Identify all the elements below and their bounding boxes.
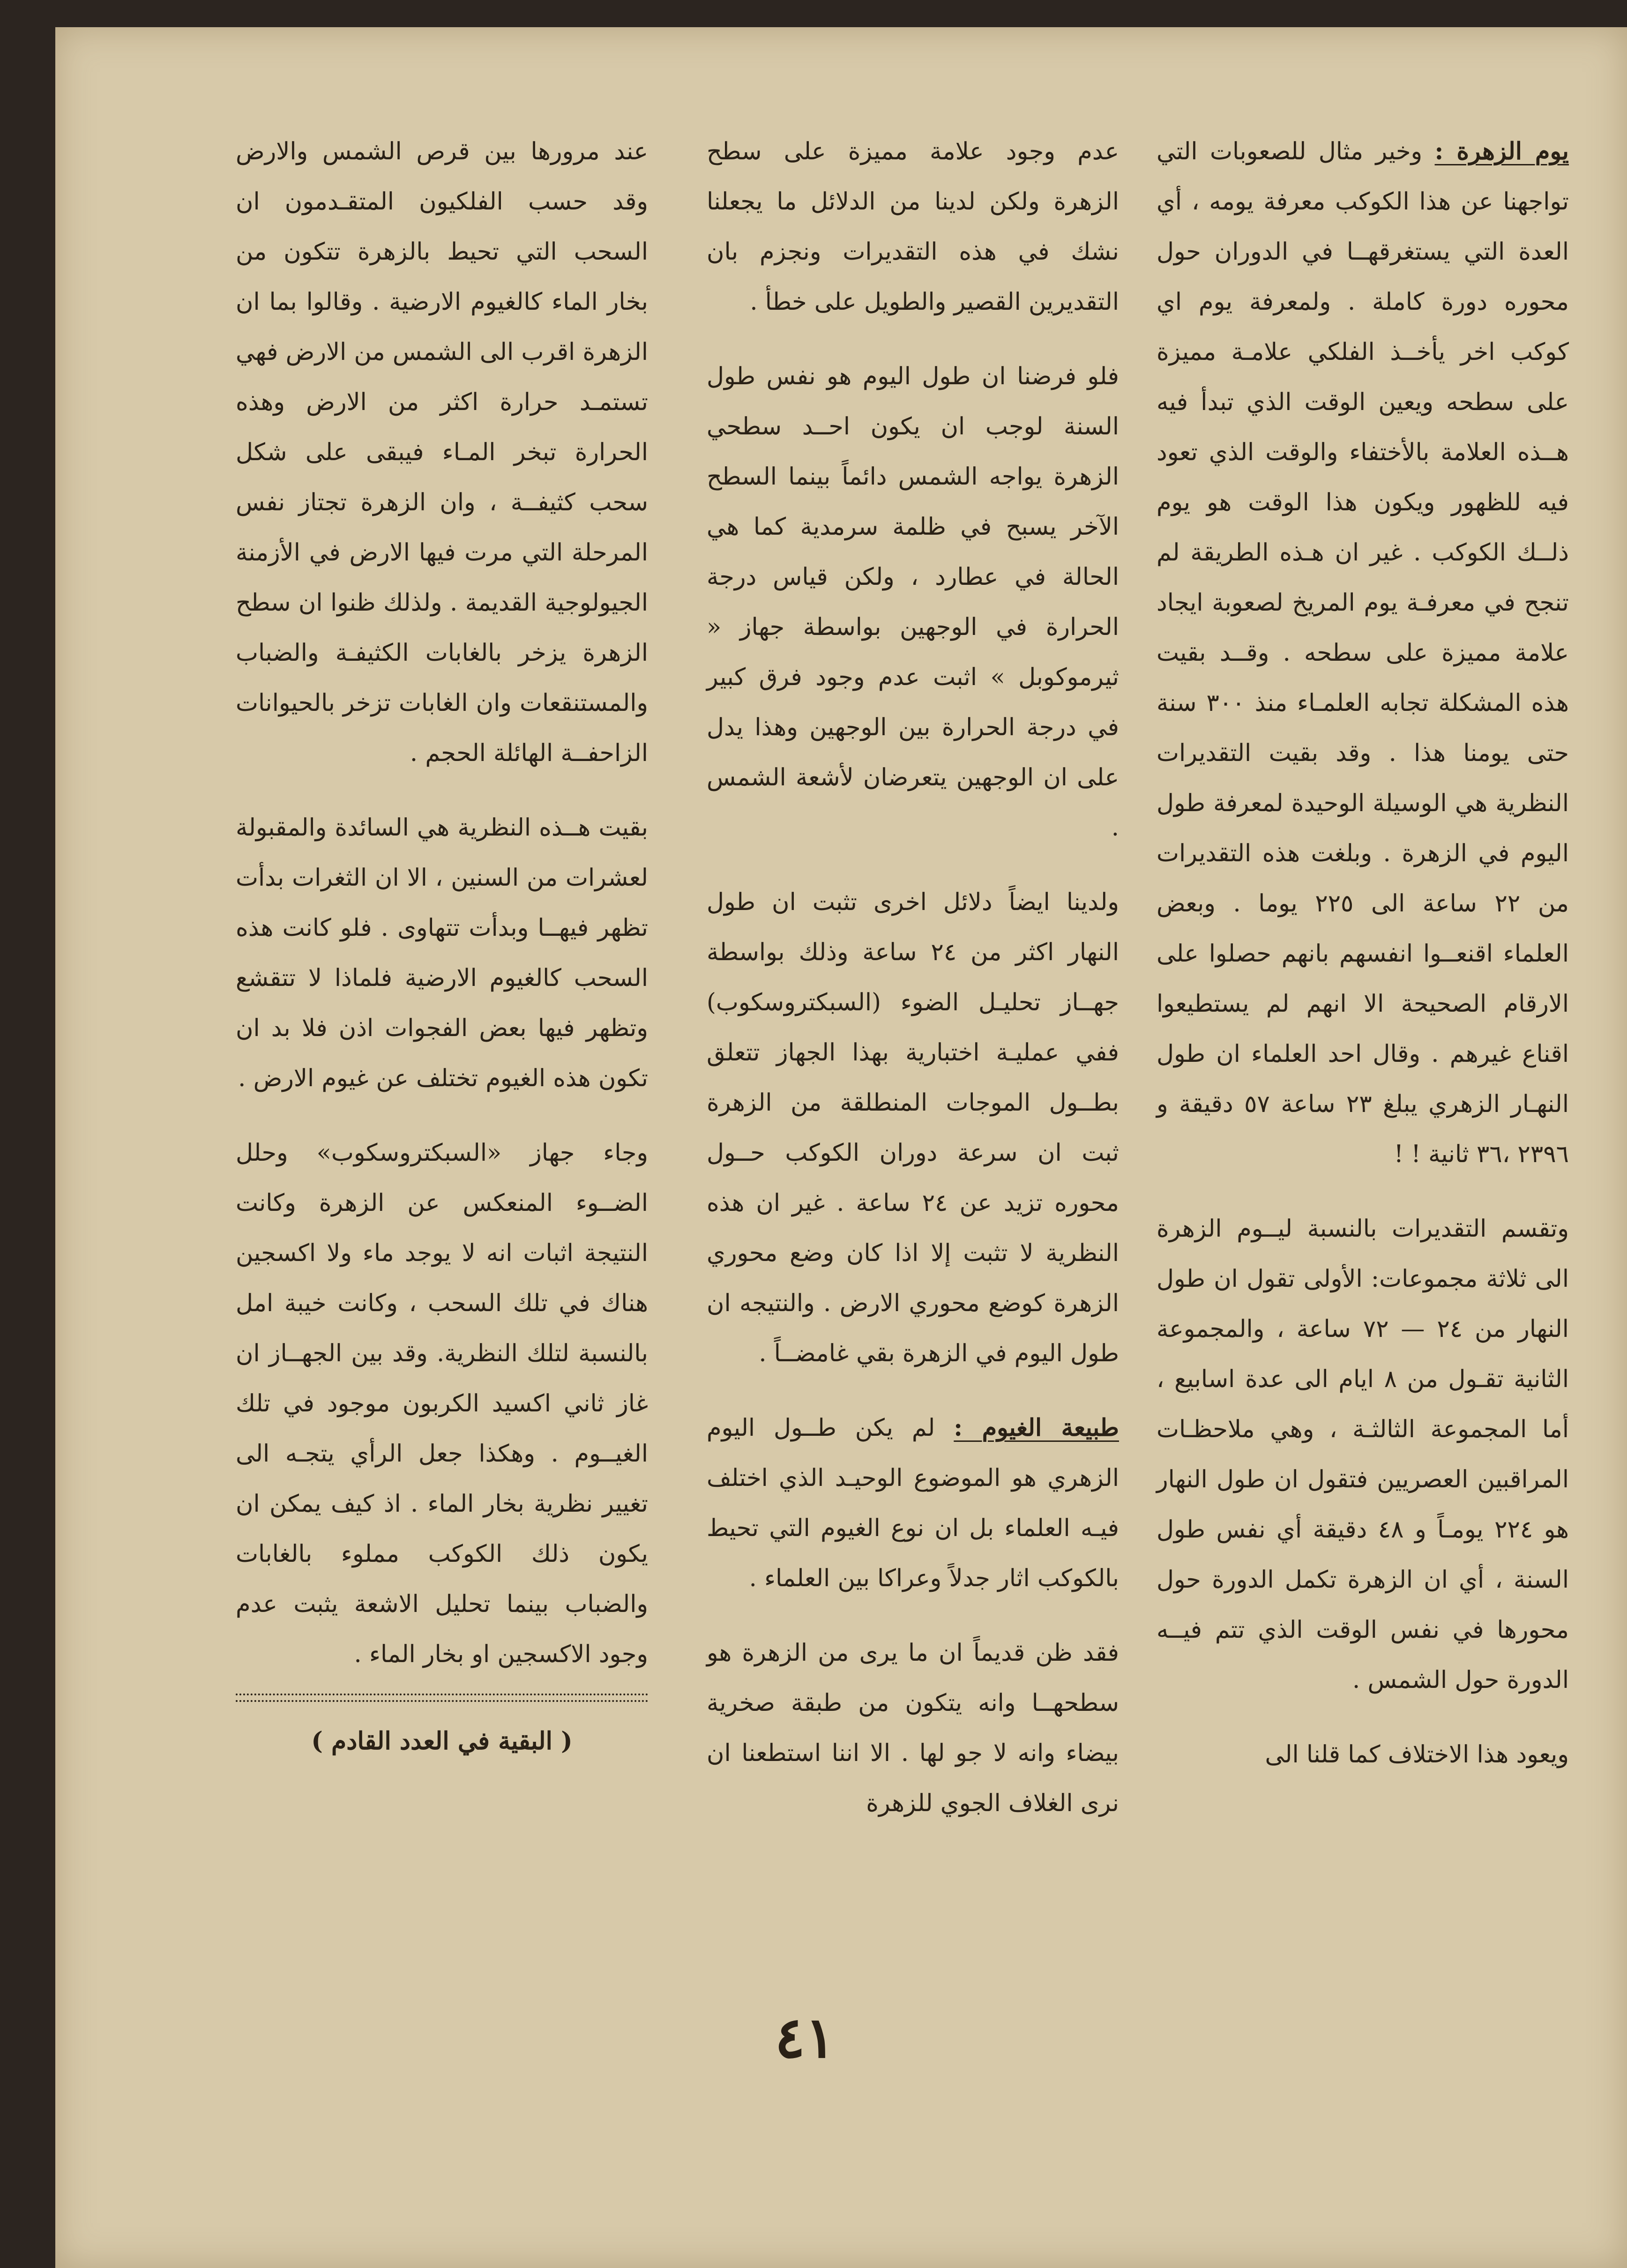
paragraph bbox=[707, 877, 1119, 1379]
page-number: ٤١ bbox=[775, 2005, 836, 2071]
paragraph-text: بقيت هــذه النظرية هي السائدة والمقبولة لعشرات من السنين ، الا ان الثغرات بدأت تظهر فيهــا وبدأت تتهاوى . فلو كانت هذه السحب كالغيوم الارضية فلماذا لا تتقشع وتظهر فيها بعض الفجوات اذن فلا بد ان تكون هذه الغيوم تختلف عن غيوم الارض . bbox=[236, 814, 648, 1092]
magazine-page bbox=[55, 27, 1627, 2268]
paragraph bbox=[1157, 1204, 1569, 1705]
paragraph-text: وخير مثال للصعوبات التي تواجهنا عن هذا الكوكب معرفة يومه ، أي العدة التي يستغرقهــا في الدوران حول محوره دورة كاملة . ولمعرفة يوم اي كوكب اخر يأخــذ الفلكي علامـة مميزة على سطحه ويعين الوقت الذي تبدأ فيه هــذه العلامة بالأختفاء والوقت الذي تعود فيه للظهور ويكون هذا الوقت هو يوم ذلــك الكوكب . غير ان هـذه الطريقة لم تنجح في معرفـة يوم المريخ لصعوبة ايجاد علامة مميزة على سطحه . وقــد بقيت هذه المشكلة تجابه العلمـاء منذ ٣٠٠ سنة حتى يومنا هذا . وقد بقيت التقديرات النظرية هي الوسيلة الوحيدة لمعرفة طول اليوم في الزهرة . وبلغت هذه التقديرات من ٢٢ ساعة الى ٢٢٥ يوما . وبعض العلماء اقنعــوا انفسهم بانهم حصلوا على الارقام الصحيحة الا انهم لم يستطيعوا اقناع غيرهم . وقال احد العلماء ان طول النهـار الزهري يبلغ ٢٣ ساعة ٥٧ دقيقة و ٢٣٩٦ ،٣٦ ثانية ! ! bbox=[1157, 138, 1569, 1168]
paragraph bbox=[707, 127, 1119, 327]
paragraph-text: ولدينا ايضاً دلائل اخرى تثبت ان طول النهار اكثر من ٢٤ ساعة وذلك بواسطة جهــاز تحليـل الضوء (السبكتروسكوب) ففي عمليـة اختبارية بهذا الجهاز تتعلق بطــول الموجات المنطلقة من الزهرة ثبت ان سرعة دوران الكوكب حــول محوره تزيد عن ٢٤ ساعة . غير ان هذه النظرية لا تثبت إلا اذا كان وضع محوري الزهرة كوضع محوري الارض . والنتيجه ان طول اليوم في الزهرة بقي غامضــاً . bbox=[707, 888, 1119, 1367]
paragraph bbox=[707, 351, 1119, 853]
column-left bbox=[236, 127, 648, 1766]
dotted-divider bbox=[236, 1694, 648, 1702]
paragraph bbox=[236, 1128, 648, 1679]
paragraph-text: وجاء جهاز «السبكتروسكوب» وحلل الضــوء المنعكس عن الزهرة وكانت النتيجة اثبات انه لا يوجد ماء ولا اكسجين هناك في تلك السحب ، وكانت خيبة امل بالنسبة لتلك النظرية. وقد بين الجهــاز ان غاز ثاني اكسيد الكربون موجود في تلك الغيــوم . وهكذا جعل الرأي يتجـه الى تغيير نظرية بخار الماء . اذ كيف يمكن ان يكون ذلك الكوكب مملوء بالغابات والضباب بينما تحليل الاشعة يثبت عدم وجود الاكسجين او بخار الماء . bbox=[236, 1139, 648, 1668]
paragraph bbox=[236, 127, 648, 778]
paragraph bbox=[236, 803, 648, 1104]
column-right bbox=[1157, 127, 1569, 1804]
paragraph-text: وتقسم التقديرات بالنسبة ليــوم الزهرة الى ثلاثة مجموعات: الأولى تقول ان طول النهار من ٢٤ — ٧٢ ساعة ، والمجموعة الثانية تقـول من ٨ ايام الى عدة اسابيع ، أما المجموعة الثالثـة ، وهي ملاحظـات المراقبين العصريين فتقول ان طول النهار هو ٢٢٤ يومـاً و ٤٨ دقيقة أي نفس طول السنة ، أي ان الزهرة تكمل الدورة حول محورها في نفس الوقت الذي تتم فيــه الدورة حول الشمس . bbox=[1157, 1215, 1569, 1694]
paragraph bbox=[1157, 127, 1569, 1179]
paragraph-text: لم يكن طــول اليوم الزهري هو الموضوع الوحيـد الذي اختلف فيـه العلماء بل ان نوع الغيوم التي تحيط بالكوكب اثار جدلاً وعراكا بين العلماء . bbox=[707, 1414, 1119, 1592]
paragraph bbox=[707, 1403, 1119, 1604]
paragraph-text: عدم وجود علامة مميزة على سطح الزهرة ولكن لدينا من الدلائل ما يجعلنا نشك في هذه التقديرات ونجزم بان التقديرين القصير والطويل على خطأ . bbox=[707, 138, 1119, 316]
section-heading-clouds: طبيعة الغيوم : bbox=[954, 1414, 1119, 1442]
paragraph-text: فلو فرضنا ان طول اليوم هو نفس طول السنة لوجب ان يكون احــد سطحي الزهرة يواجه الشمس دائماً بينما السطح الآخر يسبح في ظلمة سرمدية كما هي الحالة في عطارد ، ولكن قياس درجة الحرارة في الوجهين بواسطة جهاز « ثيرموكوبل » اثبت عدم وجود فرق كبير في درجة الحرارة بين الوجهين وهذا يدل على ان الوجهين يتعرضان لأشعة الشمس . bbox=[707, 363, 1119, 842]
paragraph-text: فقد ظن قديماً ان ما يرى من الزهرة هو سطحهــا وانه يتكون من طبقة صخرية بيضاء وانه لا جو لها . الا اننا استطعنا ان نرى الغلاف الجوي للزهرة bbox=[707, 1639, 1119, 1817]
paragraph bbox=[707, 1628, 1119, 1828]
paragraph-text: عند مرورها بين قرص الشمس والارض وقد حسب الفلكيون المتقـدمون ان السحب التي تحيط بالزهرة تتكون من بخار الماء كالغيوم الارضية . وقالوا بما ان الزهرة اقرب الى الشمس من الارض فهي تستمـد حرارة اكثر من الارض وهذه الحرارة تبخر المـاء فيبقى على شكل سحب كثيفــة ، وان الزهرة تجتاز نفس المرحلة التي مرت فيها الارض في الأزمنة الجيولوجية القديمة . ولذلك ظنوا ان سطح الزهرة يزخر بالغابات الكثيفـة والضباب والمستنقعات وان الغابات تزخر بالحيوانات الزاحفــة الهائلة الحجم . bbox=[236, 138, 648, 767]
paragraph bbox=[1157, 1730, 1569, 1780]
paragraph-text: ويعود هذا الاختلاف كما قلنا الى bbox=[1265, 1741, 1569, 1768]
continued-note: ( البقية في العدد القادم ) bbox=[311, 1727, 573, 1755]
column-middle bbox=[707, 127, 1119, 1853]
section-heading-venus-day: يوم الزهرة : bbox=[1434, 137, 1569, 165]
